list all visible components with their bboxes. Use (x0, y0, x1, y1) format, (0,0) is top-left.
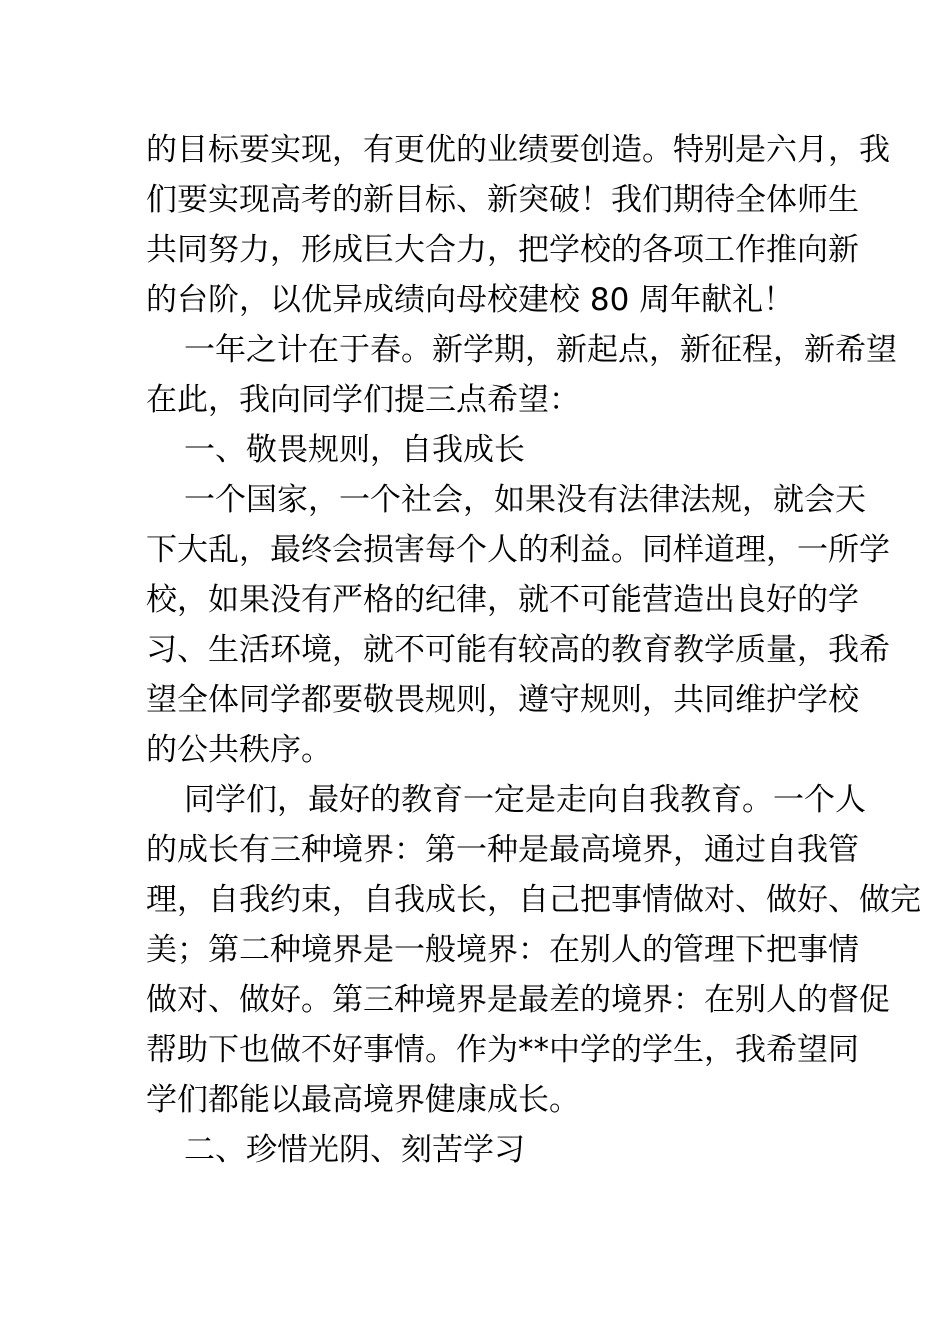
section-heading-2: 二、珍惜光阴、刻苦学习 (184, 1132, 525, 1168)
text-line: 共同努力，形成巨大合力，把学校的各项工作推向新 (146, 232, 859, 268)
section-heading-1: 一、敬畏规则，自我成长 (184, 432, 525, 468)
paragraph-first-line: 同学们，最好的教育一定是走向自我教育。一个人 (184, 782, 866, 818)
text-line: 的台阶，以优异成绩向母校建校 80 周年献礼！ (146, 282, 795, 318)
text-line: 习、生活环境，就不可能有较高的教育教学质量，我希 (146, 632, 890, 668)
text-line: 校，如果没有严格的纪律，就不可能营造出良好的学 (146, 582, 859, 618)
text-line: 做对、做好。第三种境界是最差的境界：在别人的督促 (146, 982, 890, 1018)
paragraph-first-line: 一年之计在于春。新学期，新起点，新征程，新希望 (184, 332, 897, 368)
text-line: 理，自我约束，自我成长，自己把事情做对、做好、做完 (146, 882, 921, 918)
text-line: 的目标要实现，有更优的业绩要创造。特别是六月，我 (146, 132, 890, 168)
paragraph-first-line: 一个国家，一个社会，如果没有法律法规，就会天 (184, 482, 866, 518)
text-line: 望全体同学都要敬畏规则，遵守规则，共同维护学校 (146, 682, 859, 718)
text-line: 们要实现高考的新目标、新突破！我们期待全体师生 (146, 182, 859, 218)
text-line: 美；第二种境界是一般境界：在别人的管理下把事情 (146, 932, 859, 968)
text-line: 学们都能以最高境界健康成长。 (146, 1082, 580, 1118)
text-line: 在此，我向同学们提三点希望： (146, 382, 580, 418)
text-line: 的成长有三种境界：第一种是最高境界，通过自我管 (146, 832, 859, 868)
text-line: 帮助下也做不好事情。作为**中学的学生，我希望同 (146, 1032, 859, 1068)
text-line: 的公共秩序。 (146, 732, 332, 768)
text-line: 下大乱，最终会损害每个人的利益。同样道理，一所学 (146, 532, 890, 568)
